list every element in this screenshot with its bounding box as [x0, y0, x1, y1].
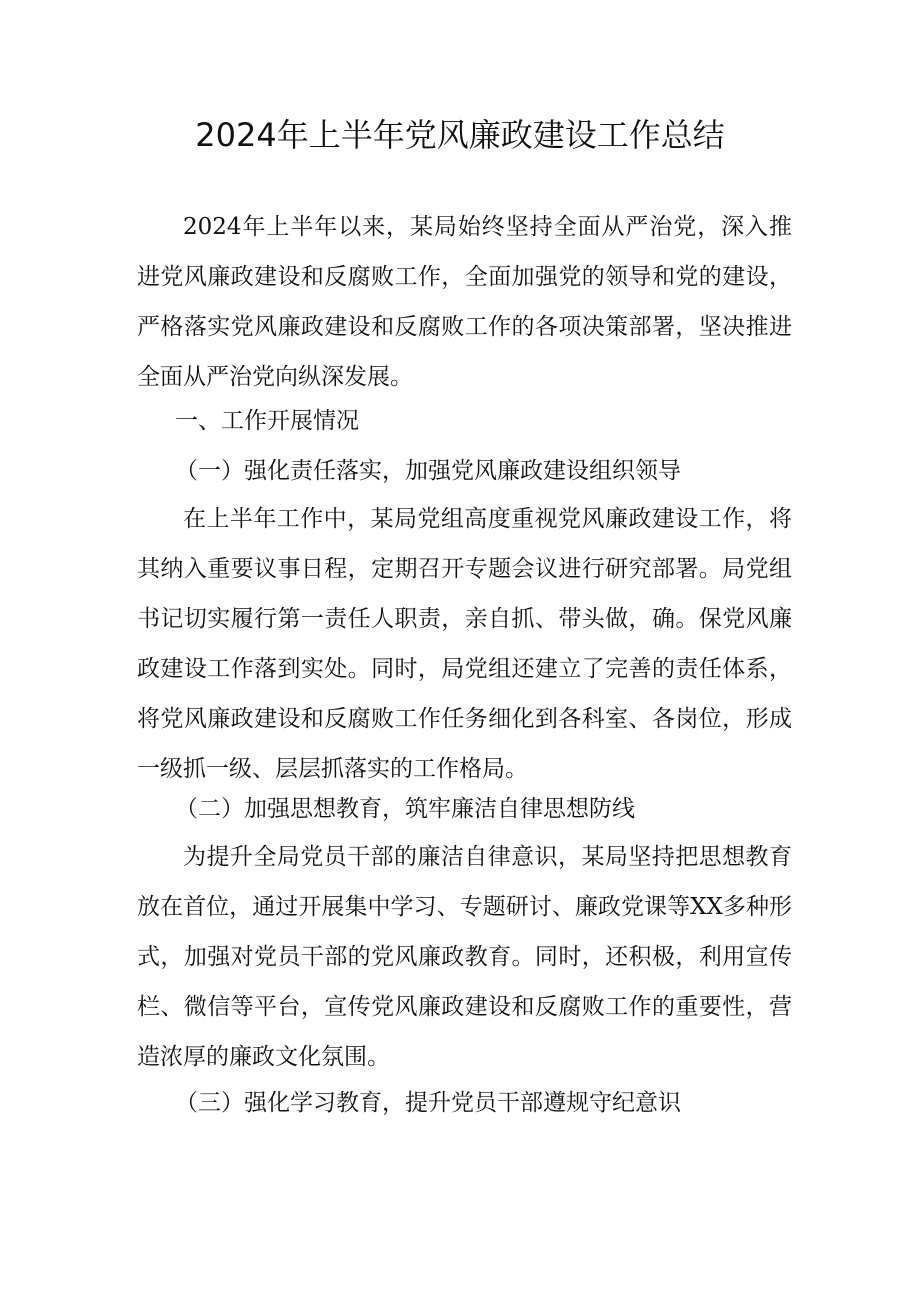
subsection-heading-1: （一）强化责任落实，加强党风廉政建设组织领导 [175, 458, 681, 484]
intro-paragraph: 2024年上半年以来，某局始终坚持全面从严治党，深入推进党风廉政建设和反腐败工作，全面加强党的领导和党的建设，严格落实党风廉政建设和反腐败工作的各项决策部署，坚决推进全面从严治党向纵深发展。 [137, 214, 792, 390]
document-title: 2024年上半年党风廉政建设工作总结 [195, 116, 725, 154]
subsection-body-2: 为提升全局党员干部的廉洁自律意识，某局坚持把思想教育放在首位，通过开展集中学习、专题研讨、廉政党课等XX多种形式，加强对党员干部的党风廉政教育。同时，还积极，利用宣传栏、微信等平台，宣传党风廉政建设和反腐败工作的重要性，营造浓厚的廉政文化氛围。 [137, 844, 792, 1070]
subsection-body-1: 在上半年工作中，某局党组高度重视党风廉政建设工作，将其纳入重要议事日程，定期召开专题会议进行研究部署。局党组书记切实履行第一责任人职责，亲自抓、带头做，确。保党风廉政建设工作落到实处。同时，局党组还建立了完善的责任体系，将党风廉政建设和反腐败工作任务细化到各科室、各岗位，形成一级抓一级、层层抓落实的工作格局。 [137, 506, 792, 782]
subsection-heading-3: （三）强化学习教育，提升党员干部遵规守纪意识 [175, 1090, 681, 1116]
subsection-heading-2: （二）加强思想教育，筑牢廉洁自律思想防线 [175, 796, 635, 822]
section-heading-1: 一、工作开展情况 [175, 408, 359, 434]
